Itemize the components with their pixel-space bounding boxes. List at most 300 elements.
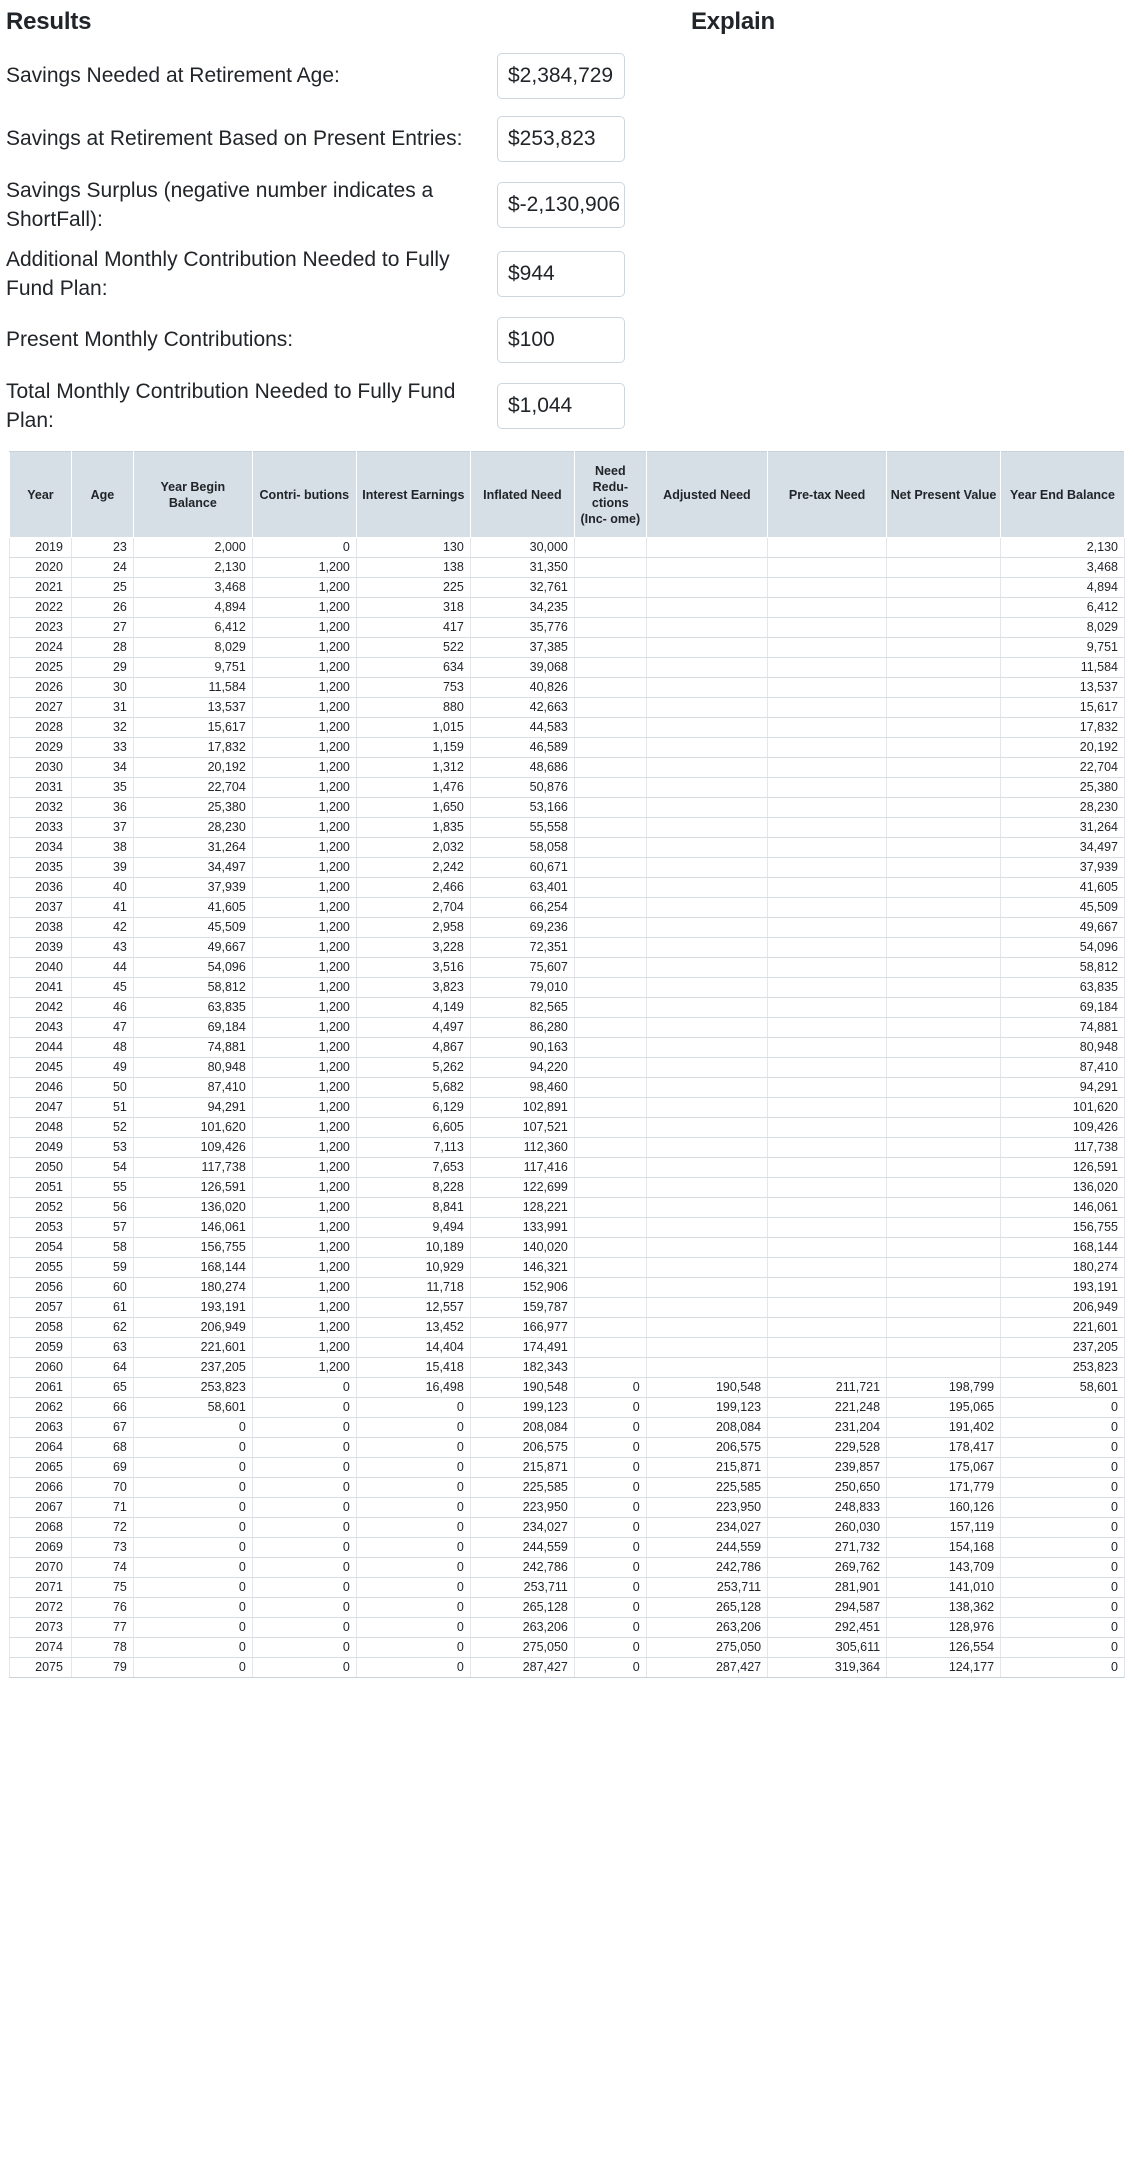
cell-age: 61 bbox=[71, 1298, 133, 1318]
cell-interest_earnings: 0 bbox=[356, 1578, 470, 1598]
cell-age: 23 bbox=[71, 538, 133, 558]
cell-adjusted_need bbox=[646, 1058, 767, 1078]
cell-year_begin_balance: 80,948 bbox=[133, 1058, 252, 1078]
cell-age: 52 bbox=[71, 1118, 133, 1138]
cell-interest_earnings: 3,228 bbox=[356, 938, 470, 958]
page-title: Results bbox=[6, 8, 92, 35]
cell-year_begin_balance: 253,823 bbox=[133, 1378, 252, 1398]
table-row bbox=[10, 1438, 1125, 1458]
result-value-text: $944 bbox=[508, 261, 555, 285]
cell-year_begin_balance: 11,584 bbox=[133, 678, 252, 698]
result-value-field[interactable] bbox=[497, 317, 625, 363]
cell-contributions: 0 bbox=[252, 1418, 356, 1438]
table-row bbox=[10, 1298, 1125, 1318]
cell-contributions: 0 bbox=[252, 1438, 356, 1458]
cell-interest_earnings: 16,498 bbox=[356, 1378, 470, 1398]
table-row bbox=[10, 1578, 1125, 1598]
cell-year_begin_balance: 0 bbox=[133, 1598, 252, 1618]
cell-year_end_balance: 180,274 bbox=[1001, 1258, 1125, 1278]
cell-interest_earnings: 0 bbox=[356, 1438, 470, 1458]
cell-inflated_need: 69,236 bbox=[470, 918, 574, 938]
cell-need_reductions bbox=[574, 1098, 646, 1118]
cell-age: 67 bbox=[71, 1418, 133, 1438]
cell-year_begin_balance: 28,230 bbox=[133, 818, 252, 838]
cell-inflated_need: 98,460 bbox=[470, 1078, 574, 1098]
cell-pretax_need bbox=[768, 1318, 887, 1338]
table-row bbox=[10, 738, 1125, 758]
cell-net_present_value: 154,168 bbox=[887, 1538, 1001, 1558]
cell-year_begin_balance: 136,020 bbox=[133, 1198, 252, 1218]
cell-interest_earnings: 9,494 bbox=[356, 1218, 470, 1238]
cell-net_present_value bbox=[887, 558, 1001, 578]
cell-year_end_balance: 2,130 bbox=[1001, 538, 1125, 558]
cell-year_end_balance: 20,192 bbox=[1001, 738, 1125, 758]
cell-interest_earnings: 10,929 bbox=[356, 1258, 470, 1278]
cell-inflated_need: 35,776 bbox=[470, 618, 574, 638]
cell-pretax_need bbox=[768, 618, 887, 638]
cell-interest_earnings: 4,867 bbox=[356, 1038, 470, 1058]
cell-interest_earnings: 2,242 bbox=[356, 858, 470, 878]
cell-year: 2046 bbox=[10, 1078, 72, 1098]
cell-year: 2071 bbox=[10, 1578, 72, 1598]
cell-year: 2068 bbox=[10, 1518, 72, 1538]
cell-net_present_value bbox=[887, 998, 1001, 1018]
cell-adjusted_need bbox=[646, 658, 767, 678]
cell-age: 53 bbox=[71, 1138, 133, 1158]
table-row bbox=[10, 1418, 1125, 1438]
cell-net_present_value bbox=[887, 1018, 1001, 1038]
cell-net_present_value bbox=[887, 1218, 1001, 1238]
cell-adjusted_need bbox=[646, 1078, 767, 1098]
cell-contributions: 1,200 bbox=[252, 1278, 356, 1298]
results-header bbox=[0, 0, 1134, 44]
cell-need_reductions bbox=[574, 1218, 646, 1238]
cell-interest_earnings: 1,015 bbox=[356, 718, 470, 738]
cell-age: 74 bbox=[71, 1558, 133, 1578]
cell-adjusted_need bbox=[646, 758, 767, 778]
column-header-need_reductions: Need Redu- ctions (Inc- ome) bbox=[574, 452, 646, 538]
result-value-text: $-2,130,906 bbox=[508, 192, 621, 216]
cell-pretax_need bbox=[768, 878, 887, 898]
table-row bbox=[10, 1518, 1125, 1538]
cell-year_begin_balance: 58,812 bbox=[133, 978, 252, 998]
cell-year_begin_balance: 74,881 bbox=[133, 1038, 252, 1058]
cell-adjusted_need bbox=[646, 1278, 767, 1298]
cell-pretax_need: 319,364 bbox=[768, 1658, 887, 1678]
cell-contributions: 1,200 bbox=[252, 798, 356, 818]
cell-adjusted_need bbox=[646, 1098, 767, 1118]
cell-age: 27 bbox=[71, 618, 133, 638]
cell-adjusted_need: 234,027 bbox=[646, 1518, 767, 1538]
column-header-year: Year bbox=[10, 452, 72, 538]
cell-need_reductions bbox=[574, 1178, 646, 1198]
cell-net_present_value bbox=[887, 978, 1001, 998]
cell-year_begin_balance: 126,591 bbox=[133, 1178, 252, 1198]
cell-year_end_balance: 11,584 bbox=[1001, 658, 1125, 678]
table-header-row bbox=[10, 452, 1125, 538]
cell-need_reductions bbox=[574, 718, 646, 738]
cell-adjusted_need bbox=[646, 1318, 767, 1338]
cell-age: 70 bbox=[71, 1478, 133, 1498]
table-row bbox=[10, 678, 1125, 698]
cell-need_reductions: 0 bbox=[574, 1398, 646, 1418]
cell-pretax_need bbox=[768, 678, 887, 698]
cell-interest_earnings: 1,650 bbox=[356, 798, 470, 818]
cell-need_reductions bbox=[574, 838, 646, 858]
result-value-field[interactable] bbox=[497, 251, 625, 297]
cell-need_reductions bbox=[574, 1238, 646, 1258]
cell-year_end_balance: 0 bbox=[1001, 1618, 1125, 1638]
cell-adjusted_need bbox=[646, 1298, 767, 1318]
cell-net_present_value bbox=[887, 1338, 1001, 1358]
table-row bbox=[10, 1558, 1125, 1578]
cell-age: 66 bbox=[71, 1398, 133, 1418]
cell-year: 2069 bbox=[10, 1538, 72, 1558]
cell-inflated_need: 75,607 bbox=[470, 958, 574, 978]
cell-year_end_balance: 168,144 bbox=[1001, 1238, 1125, 1258]
cell-year: 2038 bbox=[10, 918, 72, 938]
table-row bbox=[10, 1658, 1125, 1678]
cell-year_begin_balance: 34,497 bbox=[133, 858, 252, 878]
cell-interest_earnings: 2,958 bbox=[356, 918, 470, 938]
cell-year_begin_balance: 2,130 bbox=[133, 558, 252, 578]
column-header-interest_earnings: Interest Earnings bbox=[356, 452, 470, 538]
cell-age: 32 bbox=[71, 718, 133, 738]
result-value-field[interactable] bbox=[497, 182, 625, 228]
cell-age: 68 bbox=[71, 1438, 133, 1458]
cell-age: 71 bbox=[71, 1498, 133, 1518]
cell-inflated_need: 31,350 bbox=[470, 558, 574, 578]
cell-year_begin_balance: 0 bbox=[133, 1438, 252, 1458]
cell-net_present_value bbox=[887, 1038, 1001, 1058]
cell-year_end_balance: 221,601 bbox=[1001, 1318, 1125, 1338]
cell-year_begin_balance: 58,601 bbox=[133, 1398, 252, 1418]
cell-interest_earnings: 880 bbox=[356, 698, 470, 718]
cell-net_present_value: 175,067 bbox=[887, 1458, 1001, 1478]
table-row bbox=[10, 1338, 1125, 1358]
cell-contributions: 1,200 bbox=[252, 1218, 356, 1238]
cell-adjusted_need bbox=[646, 1358, 767, 1378]
cell-pretax_need bbox=[768, 1158, 887, 1178]
cell-net_present_value bbox=[887, 698, 1001, 718]
cell-need_reductions bbox=[574, 578, 646, 598]
cell-year_end_balance: 28,230 bbox=[1001, 798, 1125, 818]
cell-inflated_need: 48,686 bbox=[470, 758, 574, 778]
cell-year: 2065 bbox=[10, 1458, 72, 1478]
cell-need_reductions bbox=[574, 1138, 646, 1158]
cell-year_begin_balance: 4,894 bbox=[133, 598, 252, 618]
explain-heading: Explain bbox=[691, 8, 775, 35]
cell-age: 42 bbox=[71, 918, 133, 938]
cell-inflated_need: 37,385 bbox=[470, 638, 574, 658]
result-label: Additional Monthly Contribution Needed to Fully Fund Plan: bbox=[6, 247, 450, 300]
cell-inflated_need: 244,559 bbox=[470, 1538, 574, 1558]
cell-year: 2044 bbox=[10, 1038, 72, 1058]
retirement-schedule-table bbox=[9, 451, 1125, 1678]
cell-adjusted_need bbox=[646, 1218, 767, 1238]
cell-inflated_need: 140,020 bbox=[470, 1238, 574, 1258]
cell-pretax_need bbox=[768, 1198, 887, 1218]
cell-year_end_balance: 54,096 bbox=[1001, 938, 1125, 958]
cell-contributions: 1,200 bbox=[252, 598, 356, 618]
cell-interest_earnings: 2,704 bbox=[356, 898, 470, 918]
cell-contributions: 0 bbox=[252, 1538, 356, 1558]
cell-need_reductions: 0 bbox=[574, 1378, 646, 1398]
cell-year_begin_balance: 109,426 bbox=[133, 1138, 252, 1158]
cell-contributions: 0 bbox=[252, 1598, 356, 1618]
cell-adjusted_need bbox=[646, 998, 767, 1018]
cell-year: 2052 bbox=[10, 1198, 72, 1218]
table-row bbox=[10, 1098, 1125, 1118]
cell-inflated_need: 90,163 bbox=[470, 1038, 574, 1058]
cell-age: 33 bbox=[71, 738, 133, 758]
cell-net_present_value bbox=[887, 938, 1001, 958]
result-value-text: $100 bbox=[508, 327, 555, 351]
cell-adjusted_need: 225,585 bbox=[646, 1478, 767, 1498]
table-row bbox=[10, 958, 1125, 978]
cell-year: 2053 bbox=[10, 1218, 72, 1238]
cell-year: 2056 bbox=[10, 1278, 72, 1298]
cell-contributions: 1,200 bbox=[252, 698, 356, 718]
table-row bbox=[10, 618, 1125, 638]
table-row bbox=[10, 1178, 1125, 1198]
cell-year_end_balance: 58,601 bbox=[1001, 1378, 1125, 1398]
cell-inflated_need: 215,871 bbox=[470, 1458, 574, 1478]
cell-contributions: 1,200 bbox=[252, 1118, 356, 1138]
cell-adjusted_need bbox=[646, 598, 767, 618]
cell-year_end_balance: 101,620 bbox=[1001, 1098, 1125, 1118]
cell-inflated_need: 265,128 bbox=[470, 1598, 574, 1618]
cell-adjusted_need bbox=[646, 698, 767, 718]
table-row bbox=[10, 1158, 1125, 1178]
cell-adjusted_need bbox=[646, 938, 767, 958]
cell-adjusted_need bbox=[646, 898, 767, 918]
cell-pretax_need: 250,650 bbox=[768, 1478, 887, 1498]
cell-contributions: 0 bbox=[252, 1378, 356, 1398]
cell-adjusted_need bbox=[646, 798, 767, 818]
cell-year: 2061 bbox=[10, 1378, 72, 1398]
cell-interest_earnings: 4,497 bbox=[356, 1018, 470, 1038]
cell-year_begin_balance: 0 bbox=[133, 1618, 252, 1638]
cell-net_present_value bbox=[887, 958, 1001, 978]
table-row bbox=[10, 698, 1125, 718]
cell-year_begin_balance: 0 bbox=[133, 1478, 252, 1498]
cell-year_end_balance: 31,264 bbox=[1001, 818, 1125, 838]
cell-year_begin_balance: 63,835 bbox=[133, 998, 252, 1018]
cell-pretax_need bbox=[768, 958, 887, 978]
cell-pretax_need bbox=[768, 538, 887, 558]
cell-pretax_need bbox=[768, 1278, 887, 1298]
cell-need_reductions bbox=[574, 698, 646, 718]
table-row bbox=[10, 898, 1125, 918]
cell-inflated_need: 82,565 bbox=[470, 998, 574, 1018]
cell-inflated_need: 55,558 bbox=[470, 818, 574, 838]
cell-need_reductions: 0 bbox=[574, 1578, 646, 1598]
cell-inflated_need: 159,787 bbox=[470, 1298, 574, 1318]
cell-interest_earnings: 8,228 bbox=[356, 1178, 470, 1198]
cell-year_end_balance: 146,061 bbox=[1001, 1198, 1125, 1218]
cell-age: 29 bbox=[71, 658, 133, 678]
cell-adjusted_need bbox=[646, 718, 767, 738]
cell-pretax_need bbox=[768, 978, 887, 998]
cell-pretax_need: 248,833 bbox=[768, 1498, 887, 1518]
table-row bbox=[10, 718, 1125, 738]
cell-net_present_value bbox=[887, 658, 1001, 678]
cell-pretax_need bbox=[768, 1098, 887, 1118]
cell-adjusted_need bbox=[646, 858, 767, 878]
cell-inflated_need: 166,977 bbox=[470, 1318, 574, 1338]
cell-contributions: 1,200 bbox=[252, 558, 356, 578]
table-row bbox=[10, 1538, 1125, 1558]
cell-interest_earnings: 7,653 bbox=[356, 1158, 470, 1178]
cell-adjusted_need: 287,427 bbox=[646, 1658, 767, 1678]
cell-pretax_need: 294,587 bbox=[768, 1598, 887, 1618]
cell-net_present_value: 171,779 bbox=[887, 1478, 1001, 1498]
cell-net_present_value: 138,362 bbox=[887, 1598, 1001, 1618]
cell-need_reductions: 0 bbox=[574, 1658, 646, 1678]
cell-inflated_need: 146,321 bbox=[470, 1258, 574, 1278]
column-header-year_begin_balance: Year Begin Balance bbox=[133, 452, 252, 538]
cell-age: 36 bbox=[71, 798, 133, 818]
cell-year: 2037 bbox=[10, 898, 72, 918]
column-header-adjusted_need: Adjusted Need bbox=[646, 452, 767, 538]
result-label: Present Monthly Contributions: bbox=[6, 328, 294, 351]
cell-age: 34 bbox=[71, 758, 133, 778]
cell-age: 49 bbox=[71, 1058, 133, 1078]
cell-need_reductions bbox=[574, 818, 646, 838]
cell-pretax_need: 269,762 bbox=[768, 1558, 887, 1578]
cell-age: 38 bbox=[71, 838, 133, 858]
cell-age: 73 bbox=[71, 1538, 133, 1558]
cell-inflated_need: 242,786 bbox=[470, 1558, 574, 1578]
cell-age: 24 bbox=[71, 558, 133, 578]
cell-need_reductions bbox=[574, 618, 646, 638]
cell-inflated_need: 253,711 bbox=[470, 1578, 574, 1598]
cell-year_end_balance: 237,205 bbox=[1001, 1338, 1125, 1358]
cell-contributions: 0 bbox=[252, 1558, 356, 1578]
cell-contributions: 0 bbox=[252, 1498, 356, 1518]
cell-year: 2074 bbox=[10, 1638, 72, 1658]
cell-inflated_need: 174,491 bbox=[470, 1338, 574, 1358]
cell-contributions: 1,200 bbox=[252, 618, 356, 638]
cell-year_begin_balance: 156,755 bbox=[133, 1238, 252, 1258]
cell-year: 2024 bbox=[10, 638, 72, 658]
cell-age: 56 bbox=[71, 1198, 133, 1218]
cell-year_begin_balance: 37,939 bbox=[133, 878, 252, 898]
cell-age: 55 bbox=[71, 1178, 133, 1198]
cell-year_end_balance: 3,468 bbox=[1001, 558, 1125, 578]
cell-pretax_need bbox=[768, 1038, 887, 1058]
cell-pretax_need bbox=[768, 778, 887, 798]
result-value-field[interactable] bbox=[497, 53, 625, 99]
result-value-field[interactable] bbox=[497, 383, 625, 429]
cell-year_end_balance: 206,949 bbox=[1001, 1298, 1125, 1318]
results-list bbox=[0, 44, 1134, 440]
cell-age: 79 bbox=[71, 1658, 133, 1678]
cell-adjusted_need bbox=[646, 1198, 767, 1218]
table-row bbox=[10, 638, 1125, 658]
cell-age: 59 bbox=[71, 1258, 133, 1278]
cell-pretax_need: 231,204 bbox=[768, 1418, 887, 1438]
cell-interest_earnings: 0 bbox=[356, 1618, 470, 1638]
cell-inflated_need: 263,206 bbox=[470, 1618, 574, 1638]
cell-age: 63 bbox=[71, 1338, 133, 1358]
cell-pretax_need bbox=[768, 1338, 887, 1358]
cell-year_end_balance: 193,191 bbox=[1001, 1278, 1125, 1298]
cell-inflated_need: 208,084 bbox=[470, 1418, 574, 1438]
cell-interest_earnings: 7,113 bbox=[356, 1138, 470, 1158]
cell-contributions: 1,200 bbox=[252, 878, 356, 898]
cell-net_present_value bbox=[887, 758, 1001, 778]
cell-year_end_balance: 0 bbox=[1001, 1598, 1125, 1618]
cell-need_reductions: 0 bbox=[574, 1538, 646, 1558]
cell-interest_earnings: 12,557 bbox=[356, 1298, 470, 1318]
cell-adjusted_need bbox=[646, 638, 767, 658]
cell-inflated_need: 66,254 bbox=[470, 898, 574, 918]
cell-age: 69 bbox=[71, 1458, 133, 1478]
cell-adjusted_need bbox=[646, 1258, 767, 1278]
cell-interest_earnings: 0 bbox=[356, 1638, 470, 1658]
cell-year_end_balance: 0 bbox=[1001, 1418, 1125, 1438]
cell-age: 47 bbox=[71, 1018, 133, 1038]
cell-pretax_need bbox=[768, 898, 887, 918]
cell-contributions: 1,200 bbox=[252, 1338, 356, 1358]
cell-adjusted_need bbox=[646, 1118, 767, 1138]
table-row bbox=[10, 1318, 1125, 1338]
table-row bbox=[10, 1358, 1125, 1378]
cell-net_present_value: 178,417 bbox=[887, 1438, 1001, 1458]
cell-interest_earnings: 753 bbox=[356, 678, 470, 698]
cell-inflated_need: 152,906 bbox=[470, 1278, 574, 1298]
cell-interest_earnings: 138 bbox=[356, 558, 470, 578]
table-row bbox=[10, 1238, 1125, 1258]
cell-year: 2022 bbox=[10, 598, 72, 618]
cell-contributions: 1,200 bbox=[252, 1298, 356, 1318]
cell-age: 54 bbox=[71, 1158, 133, 1178]
result-value-field[interactable] bbox=[497, 116, 625, 162]
cell-year: 2060 bbox=[10, 1358, 72, 1378]
cell-need_reductions bbox=[574, 898, 646, 918]
cell-adjusted_need bbox=[646, 1018, 767, 1038]
cell-adjusted_need bbox=[646, 1238, 767, 1258]
cell-pretax_need bbox=[768, 1078, 887, 1098]
cell-age: 65 bbox=[71, 1378, 133, 1398]
cell-need_reductions bbox=[574, 738, 646, 758]
cell-year_begin_balance: 2,000 bbox=[133, 538, 252, 558]
cell-net_present_value bbox=[887, 1318, 1001, 1338]
cell-year_begin_balance: 94,291 bbox=[133, 1098, 252, 1118]
cell-year_begin_balance: 168,144 bbox=[133, 1258, 252, 1278]
cell-need_reductions bbox=[574, 658, 646, 678]
cell-contributions: 1,200 bbox=[252, 638, 356, 658]
cell-year: 2039 bbox=[10, 938, 72, 958]
cell-year_begin_balance: 117,738 bbox=[133, 1158, 252, 1178]
cell-age: 57 bbox=[71, 1218, 133, 1238]
cell-age: 44 bbox=[71, 958, 133, 978]
cell-pretax_need bbox=[768, 938, 887, 958]
cell-age: 77 bbox=[71, 1618, 133, 1638]
cell-pretax_need: 305,611 bbox=[768, 1638, 887, 1658]
cell-adjusted_need bbox=[646, 1158, 767, 1178]
cell-adjusted_need: 208,084 bbox=[646, 1418, 767, 1438]
cell-age: 62 bbox=[71, 1318, 133, 1338]
cell-year: 2033 bbox=[10, 818, 72, 838]
cell-year_begin_balance: 0 bbox=[133, 1638, 252, 1658]
cell-year: 2045 bbox=[10, 1058, 72, 1078]
cell-adjusted_need bbox=[646, 818, 767, 838]
cell-adjusted_need bbox=[646, 1138, 767, 1158]
cell-adjusted_need bbox=[646, 1178, 767, 1198]
